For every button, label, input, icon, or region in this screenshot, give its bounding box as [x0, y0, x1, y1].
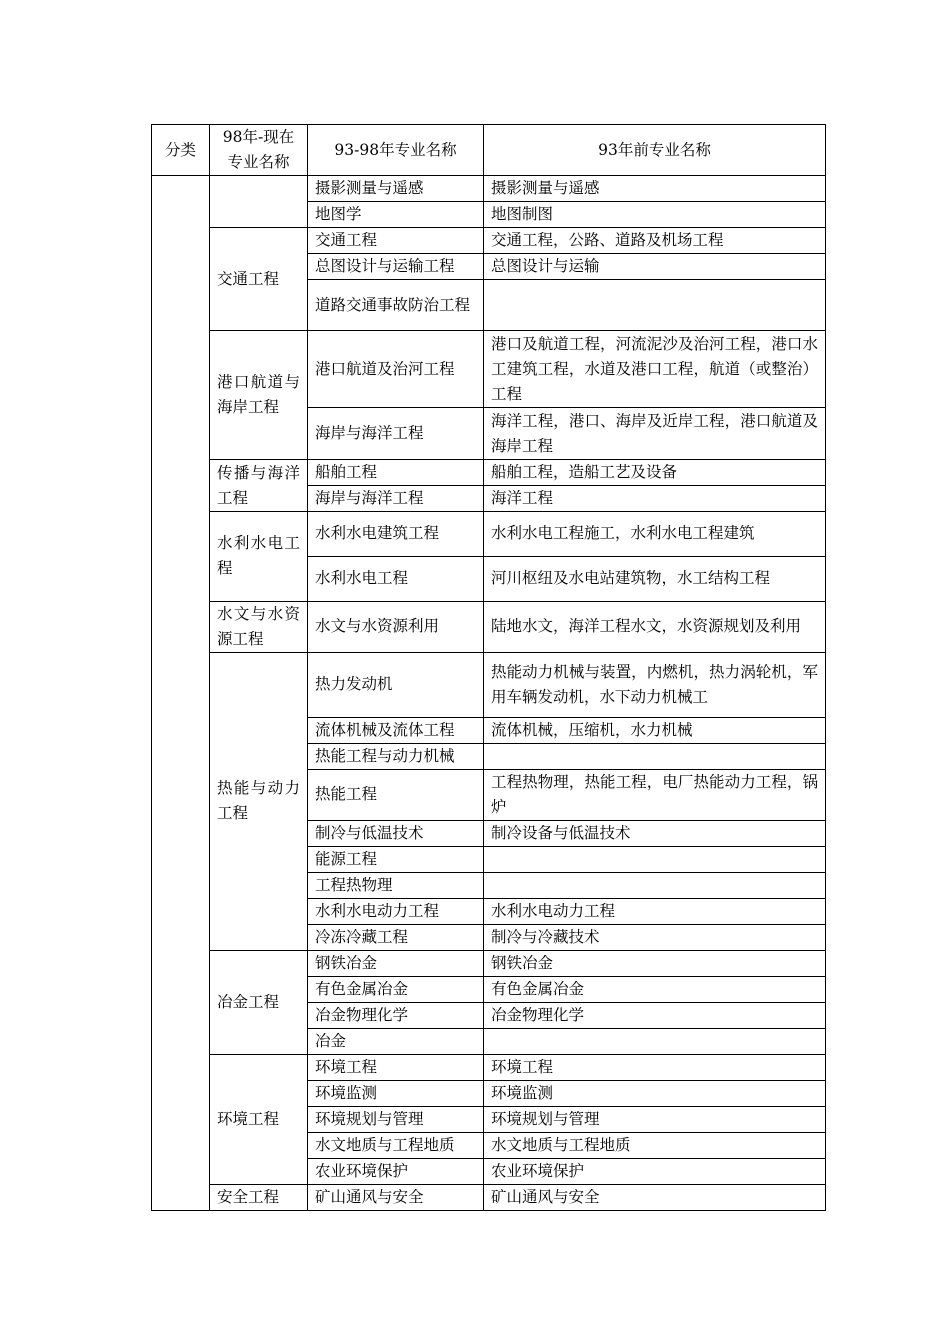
major-pre-93-cell: 制冷设备与低温技术 — [484, 820, 826, 846]
major-93-98-cell: 热能工程与动力机械 — [308, 743, 484, 769]
major-pre-93-cell — [484, 743, 826, 769]
header-row — [152, 125, 826, 176]
major-pre-93-cell — [484, 1028, 826, 1054]
header-category: 分类 — [152, 125, 210, 176]
major-93-98-cell: 冷冻冷藏工程 — [308, 924, 484, 950]
major-pre-93-cell: 陆地水文，海洋工程水文，水资源规划及利用 — [484, 601, 826, 652]
major-93-98-cell: 冶金 — [308, 1028, 484, 1054]
current-major-cell: 安全工程 — [210, 1185, 308, 1211]
major-93-98-cell: 冶金物理化学 — [308, 1002, 484, 1028]
major-93-98-cell: 热能工程 — [308, 769, 484, 820]
major-93-98-cell: 港口航道及治河工程 — [308, 331, 484, 408]
major-93-98-cell: 水利水电工程 — [308, 556, 484, 601]
major-pre-93-cell: 有色金属冶金 — [484, 976, 826, 1002]
major-pre-93-cell: 交通工程，公路、道路及机场工程 — [484, 228, 826, 254]
major-pre-93-cell: 环境工程 — [484, 1054, 826, 1080]
major-93-98-cell: 制冷与低温技术 — [308, 820, 484, 846]
major-93-98-cell: 水利水电动力工程 — [308, 898, 484, 924]
table-row — [152, 601, 826, 652]
major-93-98-cell: 船舶工程 — [308, 460, 484, 486]
major-pre-93-cell: 总图设计与运输 — [484, 254, 826, 280]
major-93-98-cell: 热力发动机 — [308, 652, 484, 717]
current-major-cell: 环境工程 — [210, 1054, 308, 1184]
major-93-98-cell: 矿山通风与安全 — [308, 1185, 484, 1211]
table-row — [152, 176, 826, 202]
major-93-98-cell: 农业环境保护 — [308, 1159, 484, 1185]
major-pre-93-cell: 热能动力机械与装置，内燃机，热力涡轮机，军用车辆发动机，水下动力机械工 — [484, 652, 826, 717]
table-body — [152, 176, 826, 1211]
major-93-98-cell: 总图设计与运输工程 — [308, 254, 484, 280]
major-93-98-cell: 环境工程 — [308, 1054, 484, 1080]
current-major-cell: 水文与水资源工程 — [210, 601, 308, 652]
major-pre-93-cell: 水文地质与工程地质 — [484, 1133, 826, 1159]
table-row — [152, 950, 826, 976]
major-93-98-cell: 钢铁冶金 — [308, 950, 484, 976]
major-93-98-cell: 海岸与海洋工程 — [308, 486, 484, 512]
category-cell — [152, 176, 210, 1211]
table-row — [152, 1185, 826, 1211]
current-major-cell: 冶金工程 — [210, 950, 308, 1054]
major-93-98-cell: 环境监测 — [308, 1081, 484, 1107]
current-major-cell: 热能与动力工程 — [210, 652, 308, 950]
major-pre-93-cell: 冶金物理化学 — [484, 1002, 826, 1028]
major-93-98-cell: 水文与水资源利用 — [308, 601, 484, 652]
header-pre-93-major: 93年前专业名称 — [484, 125, 826, 176]
major-pre-93-cell: 地图制图 — [484, 202, 826, 228]
major-pre-93-cell: 环境监测 — [484, 1081, 826, 1107]
table-row — [152, 512, 826, 556]
major-pre-93-cell: 海洋工程 — [484, 486, 826, 512]
major-93-98-cell: 有色金属冶金 — [308, 976, 484, 1002]
current-major-cell: 水利水电工程 — [210, 512, 308, 601]
current-major-cell: 港口航道与海岸工程 — [210, 331, 308, 460]
majors-table — [151, 124, 826, 1211]
header-current-major: 98年-现在专业名称 — [210, 125, 308, 176]
major-93-98-cell: 交通工程 — [308, 228, 484, 254]
table-row — [152, 1054, 826, 1080]
header-93-98-major: 93-98年专业名称 — [308, 125, 484, 176]
major-pre-93-cell: 水利水电动力工程 — [484, 898, 826, 924]
major-93-98-cell: 摄影测量与遥感 — [308, 176, 484, 202]
major-93-98-cell: 环境规划与管理 — [308, 1107, 484, 1133]
major-93-98-cell: 水文地质与工程地质 — [308, 1133, 484, 1159]
major-93-98-cell: 海岸与海洋工程 — [308, 408, 484, 460]
major-93-98-cell: 流体机械及流体工程 — [308, 717, 484, 743]
major-pre-93-cell: 工程热物理，热能工程，电厂热能动力工程，锅炉 — [484, 769, 826, 820]
major-pre-93-cell — [484, 872, 826, 898]
major-pre-93-cell: 矿山通风与安全 — [484, 1185, 826, 1211]
major-pre-93-cell: 环境规划与管理 — [484, 1107, 826, 1133]
major-pre-93-cell: 钢铁冶金 — [484, 950, 826, 976]
major-pre-93-cell: 河川枢纽及水电站建筑物，水工结构工程 — [484, 556, 826, 601]
major-pre-93-cell: 港口及航道工程，河流泥沙及治河工程，港口水工建筑工程，水道及港口工程，航道（或整治）工程 — [484, 331, 826, 408]
table-row — [152, 460, 826, 486]
major-pre-93-cell: 农业环境保护 — [484, 1159, 826, 1185]
major-93-98-cell: 地图学 — [308, 202, 484, 228]
major-pre-93-cell: 制冷与冷藏技术 — [484, 924, 826, 950]
major-93-98-cell: 水利水电建筑工程 — [308, 512, 484, 556]
major-pre-93-cell: 海洋工程，港口、海岸及近岸工程，港口航道及海岸工程 — [484, 408, 826, 460]
major-pre-93-cell: 船舶工程，造船工艺及设备 — [484, 460, 826, 486]
major-93-98-cell: 工程热物理 — [308, 872, 484, 898]
major-pre-93-cell — [484, 846, 826, 872]
table-row — [152, 331, 826, 408]
current-major-cell: 交通工程 — [210, 228, 308, 331]
table-row — [152, 652, 826, 717]
current-major-cell — [210, 176, 308, 228]
major-pre-93-cell: 流体机械，压缩机，水力机械 — [484, 717, 826, 743]
major-pre-93-cell: 水利水电工程施工，水利水电工程建筑 — [484, 512, 826, 556]
major-pre-93-cell: 摄影测量与遥感 — [484, 176, 826, 202]
table-row — [152, 228, 826, 254]
major-93-98-cell: 能源工程 — [308, 846, 484, 872]
major-93-98-cell: 道路交通事故防治工程 — [308, 280, 484, 331]
current-major-cell: 传播与海洋工程 — [210, 460, 308, 512]
major-pre-93-cell — [484, 280, 826, 331]
